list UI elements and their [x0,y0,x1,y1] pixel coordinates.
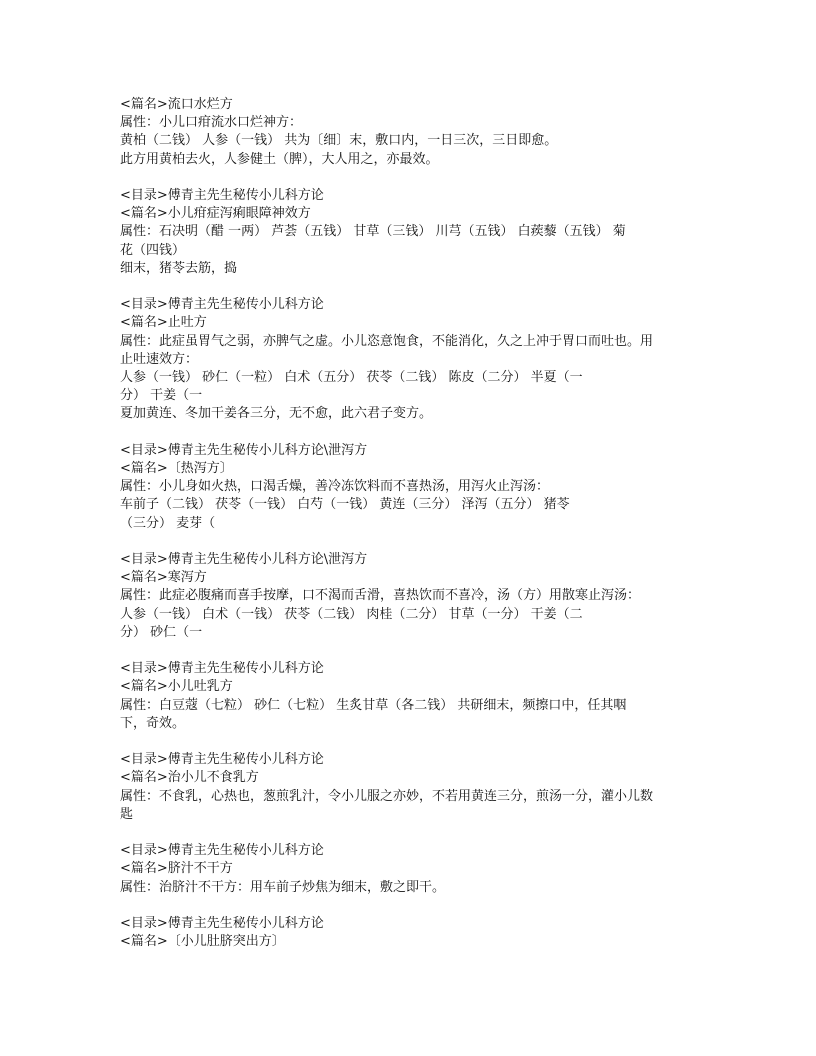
catalog-line: <目录>傅青主先生秘传小儿科方论\泄泻方 [120,442,368,458]
catalog-line: <目录>傅青主先生秘传小儿科方论 [120,752,324,768]
text-line: 黄柏（二钱） 人参（一钱） 共为〔细〕末，敷口内，一日三次，三日即愈。 [120,133,558,149]
text-line: 细末，猪苓去筋，捣 [120,260,238,276]
entry-section [120,187,696,278]
text-line: 花（四钱） [120,242,186,258]
text-line: 匙 [120,806,134,822]
text-line: 属性：不食乳，心热也，葱煎乳汁，令小儿服之亦妙，不若用黄连三分，煎汤一分，灌小儿数 [120,788,654,804]
chapter-title: <篇名>小儿吐乳方 [120,679,233,695]
entry-section [120,551,696,642]
text-line: 此方用黄柏去火，人参健土（脾），大人用之，亦最效。 [120,151,439,167]
text-line: 属性：白豆蔻（七粒） 砂仁（七粒） 生炙甘草（各二钱） 共研细末，频擦口中，任其咽 [120,697,627,713]
text-line: 属性：小儿口疳流水口烂神方： [120,115,303,131]
text-line: 分） 砂仁（一 [120,624,203,640]
document-body [120,96,696,951]
section-gap [120,424,696,442]
chapter-title: <篇名>〔热泻方〕 [120,461,233,477]
section-gap [120,169,696,187]
entry-section [120,296,696,423]
text-line: 属性：治脐汁不干方：用车前子炒焦为细末，敷之即干。 [120,879,446,895]
text-line: 分） 干姜（一 [120,388,203,404]
entry-section [120,751,696,824]
text-line: 夏加黄连、冬加干姜各三分，无不愈，此六君子变方。 [120,406,433,422]
section-gap [120,733,696,751]
catalog-line: <目录>傅青主先生秘传小儿科方论 [120,188,324,203]
entry-section [120,96,696,169]
entry-section [120,660,696,733]
text-line: 人参（一钱） 白术（一钱） 茯苓（二钱） 肉桂（二分） 甘草（一分） 干姜（二 [120,606,583,622]
chapter-title: <篇名>流口水烂方 [120,97,233,112]
entry-section [120,915,696,951]
entry-section [120,442,696,533]
catalog-line: <目录>傅青主先生秘传小儿科方论 [120,916,324,932]
chapter-title: <篇名>脐汁不干方 [120,861,233,877]
section-gap [120,278,696,296]
section-gap [120,642,696,660]
text-line: 止吐速效方： [120,351,199,367]
text-line: （三分） 麦芽（ [120,515,216,531]
section-gap [120,824,696,842]
chapter-title: <篇名>小儿疳症泻痢眼障神效方 [120,206,311,222]
catalog-line: <目录>傅青主先生秘传小儿科方论 [120,297,324,313]
chapter-title: <篇名>治小儿不食乳方 [120,770,259,786]
text-line: 人参（一钱） 砂仁（一粒） 白术（五分） 茯苓（二钱） 陈皮（二分） 半夏（一 [120,370,583,386]
entry-section [120,842,696,897]
chapter-title: <篇名>寒泻方 [120,570,207,586]
chapter-title: <篇名>止吐方 [120,315,207,331]
catalog-line: <目录>傅青主先生秘传小儿科方论\泄泻方 [120,552,368,568]
text-line: 车前子（二钱） 茯苓（一钱） 白芍（一钱） 黄连（三分） 泽泻（五分） 猪苓 [120,497,570,513]
chapter-title: <篇名>〔小儿肚脐突出方〕 [120,934,285,950]
catalog-line: <目录>傅青主先生秘传小儿科方论 [120,843,324,859]
text-line: 属性：小儿身如火热，口渴舌燥，善冷冻饮料而不喜热汤，用泻火止泻汤： [120,479,550,495]
text-line: 属性：石决明（醋 一两） 芦荟（五钱） 甘草（三钱） 川芎（五钱） 白蒺藜（五钱） 菊 [120,224,626,240]
section-gap [120,533,696,551]
text-line: 属性：此症必腹痛而喜手按摩，口不渴而舌滑，喜热饮而不喜冷，汤（方）用散寒止泻汤： [120,588,641,604]
text-line: 下，奇效。 [120,715,186,731]
catalog-line: <目录>傅青主先生秘传小儿科方论 [120,661,324,677]
text-line: 属性：此症虽胃气之弱，亦脾气之虚。小儿恣意饱食，不能消化，久之上冲于胃口而吐也。用 [120,333,654,349]
section-gap [120,897,696,915]
